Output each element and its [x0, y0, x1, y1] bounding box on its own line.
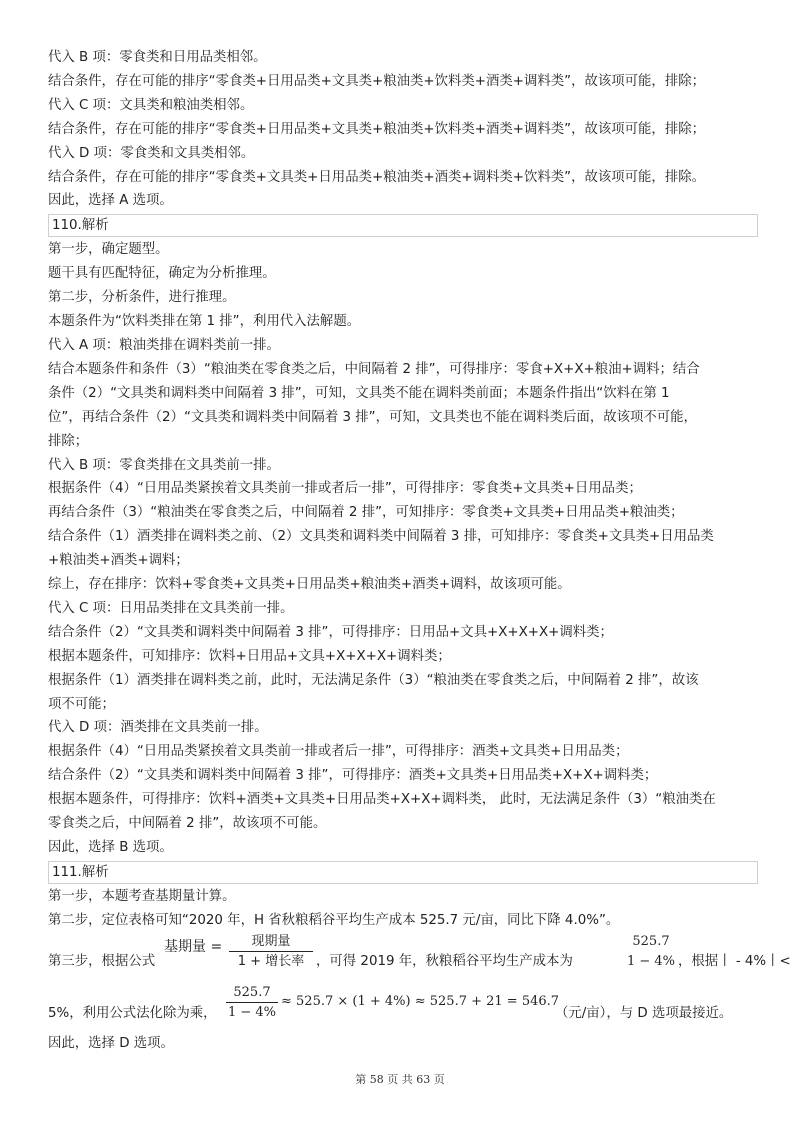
- formula-fraction: [229, 933, 313, 970]
- text-line: 代入 D 项：酒类排在文具类前一排。: [48, 720, 268, 736]
- fraction-bar: [226, 1002, 278, 1003]
- step3-mid: ，可得 2019 年，秋粮稻谷平均生产成本为: [316, 953, 573, 969]
- text-line: 第一步，确定题型。: [48, 242, 169, 258]
- text-line: 再结合条件（3）“粮油类在零食类之后，中间隔着 2 排”，可知排序：零食类+文具类+日用品类+粮油类；: [48, 505, 684, 521]
- step3b-suffix: （元/亩），与 D 选项最接近。: [555, 1005, 733, 1021]
- text-line: 根据条件（1）酒类排在调料类之前，此时，无法满足条件（3）“粮油类在零食类之后，中间隔着 2 排”，故该: [48, 672, 699, 688]
- text-line: 结合条件，存在可能的排序“零食类+日用品类+文具类+粮油类+饮料类+酒类+调料类”，故该项可能，排除；: [48, 121, 705, 137]
- text-line: 代入 C 项：文具类和粮油类相邻。: [48, 97, 254, 113]
- text-line: 结合条件（1）酒类排在调料类之前、（2）文具类和调料类中间隔着 3 排，可知排序：零食类+文具类+日用品类: [48, 529, 714, 545]
- approx-fraction: [226, 984, 278, 1021]
- approx-expression: ≈ 525.7 × (1 + 4%) ≈ 525.7 + 21 = 546.7: [281, 993, 560, 1009]
- text-line: 代入 A 项：粮油类排在调料类前一排。: [48, 337, 280, 353]
- approx-numerator: 525.7: [233, 984, 271, 1000]
- text-line: 结合条件（2）“文具类和调料类中间隔着 3 排”，可得排序：酒类+文具类+日用品类+X+X+调料类；: [48, 768, 658, 784]
- text-line: 代入 B 项：零食类排在文具类前一排。: [48, 457, 280, 473]
- answer-109-continued: [48, 46, 758, 213]
- approx-denominator: 1 − 4%: [227, 1004, 277, 1020]
- value-denominator: 1 − 4%: [626, 953, 676, 969]
- formula-row-2: [48, 984, 758, 1032]
- text-line: 综上，存在排序：饮料+零食类+文具类+日用品类+粮油类+酒类+调料，故该项可能。: [48, 577, 571, 593]
- value-numerator: 525.7: [632, 933, 670, 949]
- text-line: 零食类之后，中间隔着 2 排”，故该项不可能。: [48, 816, 327, 832]
- step3-prefix: 第三步，根据公式: [48, 953, 156, 969]
- section-header-110: 110.解析: [48, 214, 758, 237]
- text-line: 因此，选择 B 选项。: [48, 840, 173, 855]
- text-line: 结合本题条件和条件（3）“粮油类在零食类之后，中间隔着 2 排”，可得排序：零食+X+X+粮油+调料；结合: [48, 361, 700, 377]
- text-line: 结合条件，存在可能的排序“零食类+日用品类+文具类+粮油类+饮料类+酒类+调料类”，故该项可能，排除；: [48, 73, 705, 89]
- text-line: 第一步，本题考查基期量计算。: [48, 888, 236, 904]
- text-line: 根据本题条件，可得排序：饮料+酒类+文具类+日用品类+X+X+调料类， 此时，无法满足条件（3）“粮油类在: [48, 792, 716, 808]
- text-line: 位”，再结合条件（2）“文具类和调料类中间隔着 3 排”，可知，文具类也不能在调料类后面，故该项不可能，: [48, 409, 697, 425]
- text-line: 第二步，定位表格可知“2020 年，H 省秋粮稻谷平均生产成本 525.7 元/亩，同比下降 4.0%”。: [48, 912, 620, 928]
- text-line: 排除；: [48, 433, 89, 449]
- document-body: [48, 46, 791, 1056]
- text-line: 因此，选择 A 选项。: [48, 193, 173, 209]
- fraction-bar: [229, 951, 313, 952]
- text-line: 本题条件为“饮料类排在第 1 排”，利用代入法解题。: [48, 314, 361, 330]
- page-footer: 第 58 页 共 63 页: [355, 1073, 445, 1086]
- step3-suffix: ，根据丨 - 4%丨<: [678, 953, 791, 969]
- step3b-prefix: 5%，利用公式法化除为乘，: [48, 1005, 217, 1021]
- text-line: 根据条件（4）“日用品类紧挨着文具类前一排或者后一排”，可得排序：酒类+文具类+日用品类；: [48, 744, 629, 760]
- text-line: 第二步，分析条件，进行推理。: [48, 290, 236, 306]
- formula-numerator: 现期量: [251, 933, 291, 949]
- text-line: 代入 B 项：零食类和日用品类相邻。: [48, 50, 267, 65]
- answer-110-body: [48, 238, 758, 860]
- final-answer-111: 因此，选择 D 选项。: [48, 1035, 174, 1051]
- text-line: 条件（2）“文具类和调料类中间隔着 3 排”，可知，文具类不能在调料类前面；本题条件指出“饮料在第 1: [48, 385, 670, 401]
- text-line: 代入 C 项：日用品类排在文具类前一排。: [48, 600, 294, 616]
- value-fraction: [625, 933, 677, 970]
- formula-lhs: 基期量 =: [164, 938, 223, 955]
- text-line: 题干具有匹配特征，确定为分析推理。: [48, 266, 276, 282]
- text-line: 根据本题条件，可知排序：饮料+日用品+文具+X+X+X+调料类；: [48, 648, 451, 664]
- formula-denominator: 1 + 增长率: [237, 953, 305, 969]
- text-line: 结合条件，存在可能的排序“零食类+文具类+日用品类+粮油类+酒类+调料类+饮料类”，故该项可能，排除。: [48, 169, 705, 185]
- text-line: 结合条件（2）“文具类和调料类中间隔着 3 排”，可得排序：日用品+文具+X+X+X+调料类；: [48, 624, 613, 640]
- text-line: 代入 D 项：零食类和文具类相邻。: [48, 145, 255, 161]
- section-header-111: 111.解析: [48, 861, 758, 884]
- text-line: 根据条件（4）“日用品类紧挨着文具类前一排或者后一排”，可得排序：零食类+文具类+日用品类；: [48, 481, 642, 497]
- text-line: 项不可能；: [48, 696, 115, 712]
- formula-row-1: [48, 933, 791, 984]
- text-line: +粮油类+酒类+调料；: [48, 553, 189, 569]
- answer-111-body: [48, 885, 758, 933]
